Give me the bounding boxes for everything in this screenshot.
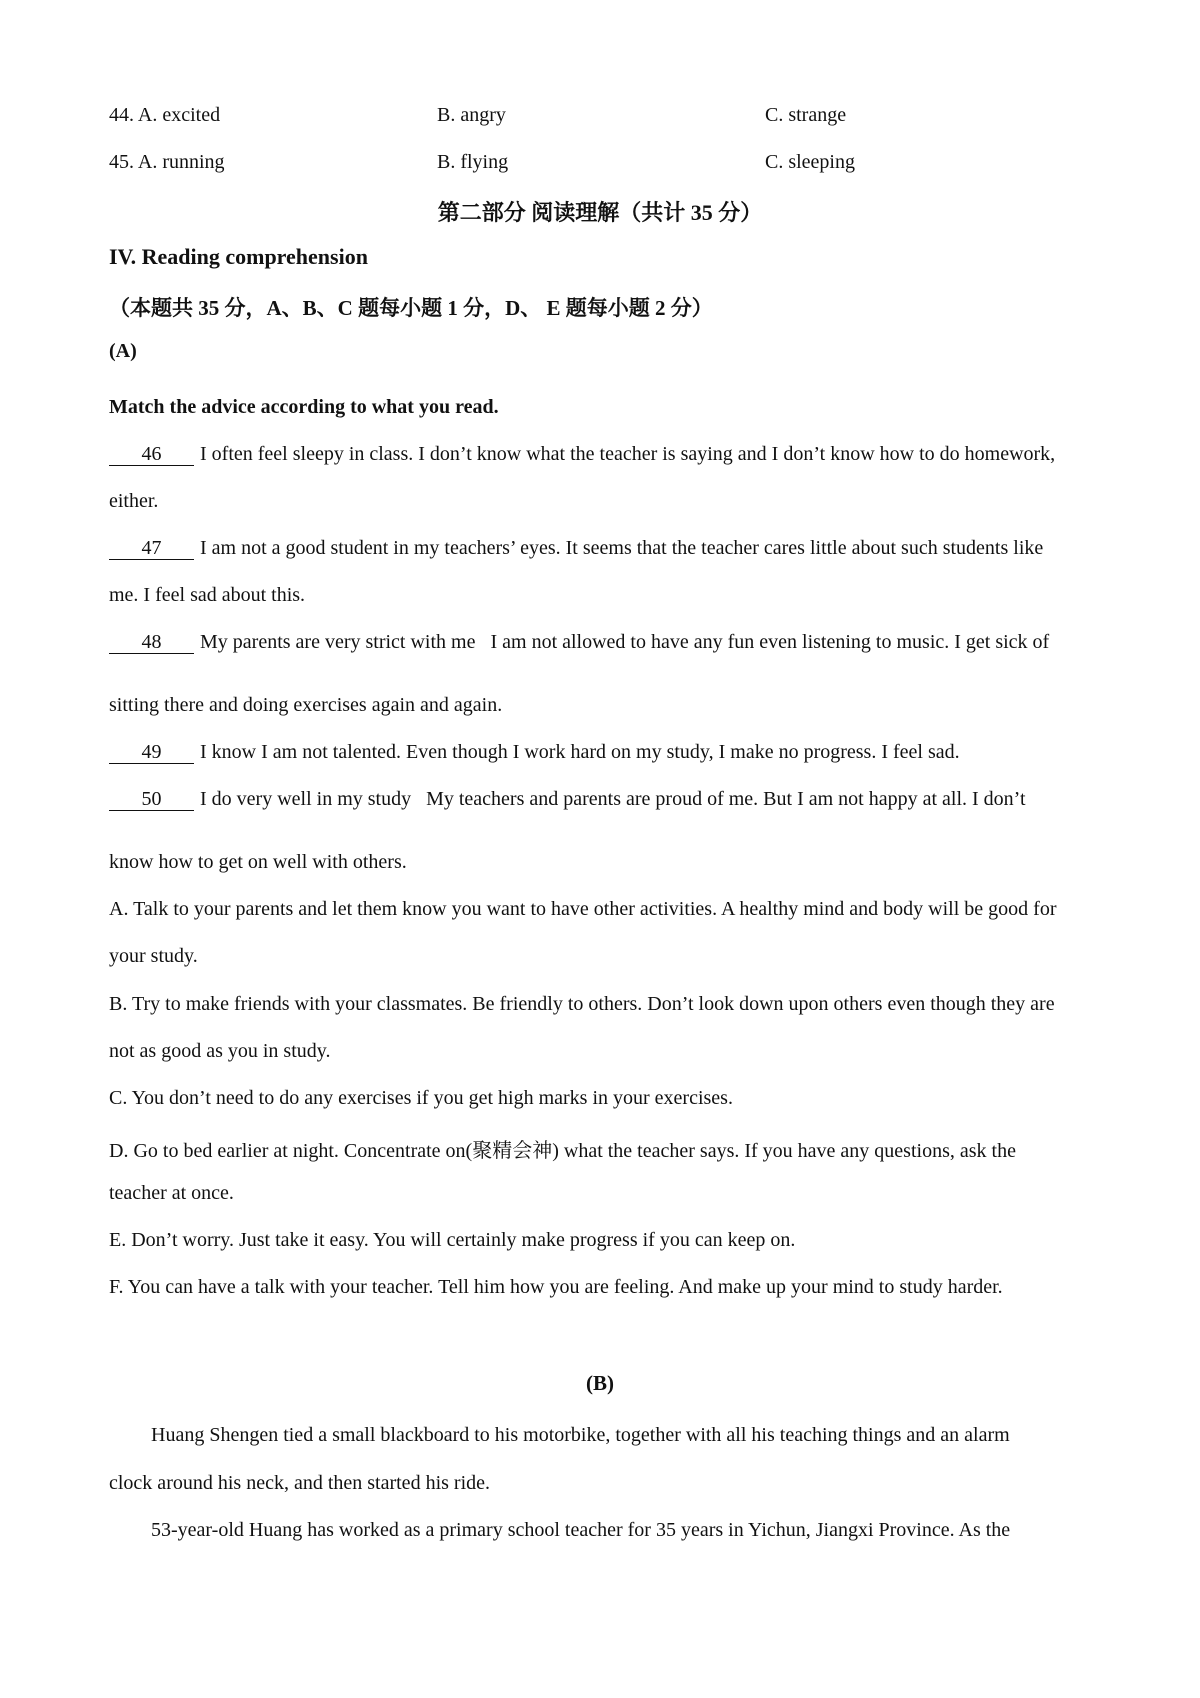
sub-section-b-label: (B) <box>586 1371 614 1395</box>
section-heading: IV. Reading comprehension <box>109 244 368 269</box>
option-45-c[interactable]: C. sleeping <box>765 151 855 173</box>
advice-b: B. Try to make friends with your classmates. Be friendly to others. Don’t look down upon others even though they are <box>109 993 1055 1015</box>
item-text: I do very well in my study My teachers and parents are proud of me. But I am not happy at all. I don’t <box>200 788 1026 810</box>
item-49 <box>109 741 1109 764</box>
part-title: 第二部分 阅读理解（共计 35 分） <box>437 200 763 225</box>
score-note: （本题共 35 分，A、B、C 题每小题 1 分，D、 E 题每小题 2 分） <box>109 296 713 320</box>
answer-blank[interactable]: 48 <box>109 631 194 654</box>
question-44-options <box>109 104 1109 134</box>
question-45-options <box>109 151 1109 181</box>
item-text: I am not a good student in my teachers’ eyes. It seems that the teacher cares little about such students like <box>200 537 1044 559</box>
option-44-a[interactable]: 44. A. excited <box>109 104 221 126</box>
item-text: I often feel sleepy in class. I don’t know what the teacher is saying and I don’t know how to do homework, <box>200 443 1056 465</box>
option-44-c[interactable]: C. strange <box>765 104 847 126</box>
item-text: My parents are very strict with me I am not allowed to have any fun even listening to music. I get sick of <box>200 631 1050 653</box>
answer-blank[interactable]: 50 <box>109 788 194 811</box>
instruction: Match the advice according to what you read. <box>109 396 499 418</box>
item-47-cont: me. I feel sad about this. <box>109 584 306 606</box>
item-50 <box>109 788 1109 811</box>
passage-b-line-3: 53-year-old Huang has worked as a primary school teacher for 35 years in Yichun, Jiangxi Province. As the <box>151 1519 1011 1541</box>
passage-b-line-1: Huang Shengen tied a small blackboard to his motorbike, together with all his teaching things and an alarm <box>151 1424 1010 1446</box>
answer-blank[interactable]: 47 <box>109 537 194 560</box>
answer-blank[interactable]: 49 <box>109 741 194 764</box>
passage-b-line-2: clock around his neck, and then started his ride. <box>109 1472 490 1494</box>
advice-a-cont: your study. <box>109 945 198 967</box>
item-text: I know I am not talented. Even though I work hard on my study, I make no progress. I feel sad. <box>200 741 960 763</box>
advice-a: A. Talk to your parents and let them know you want to have other activities. A healthy mind and body will be good for <box>109 898 1057 920</box>
advice-f: F. You can have a talk with your teacher. Tell him how you are feeling. And make up your mind to study harder. <box>109 1276 1003 1298</box>
item-48 <box>109 631 1109 654</box>
advice-b-cont: not as good as you in study. <box>109 1040 331 1062</box>
sub-section-a-label: (A) <box>109 340 137 362</box>
advice-c: C. You don’t need to do any exercises if you get high marks in your exercises. <box>109 1087 733 1109</box>
answer-blank[interactable]: 46 <box>109 443 194 466</box>
option-45-a[interactable]: 45. A. running <box>109 151 225 173</box>
item-47 <box>109 537 1109 560</box>
advice-d: D. Go to bed earlier at night. Concentrate on(聚精会神) what the teacher says. If you have any questions, ask the <box>109 1140 1016 1162</box>
item-46-cont: either. <box>109 490 159 512</box>
advice-d-cont: teacher at once. <box>109 1182 234 1204</box>
item-50-cont: know how to get on well with others. <box>109 851 407 873</box>
advice-e: E. Don’t worry. Just take it easy. You will certainly make progress if you can keep on. <box>109 1229 796 1251</box>
option-45-b[interactable]: B. flying <box>437 151 509 173</box>
option-44-b[interactable]: B. angry <box>437 104 506 126</box>
item-46 <box>109 443 1109 466</box>
item-48-cont: sitting there and doing exercises again and again. <box>109 694 503 716</box>
